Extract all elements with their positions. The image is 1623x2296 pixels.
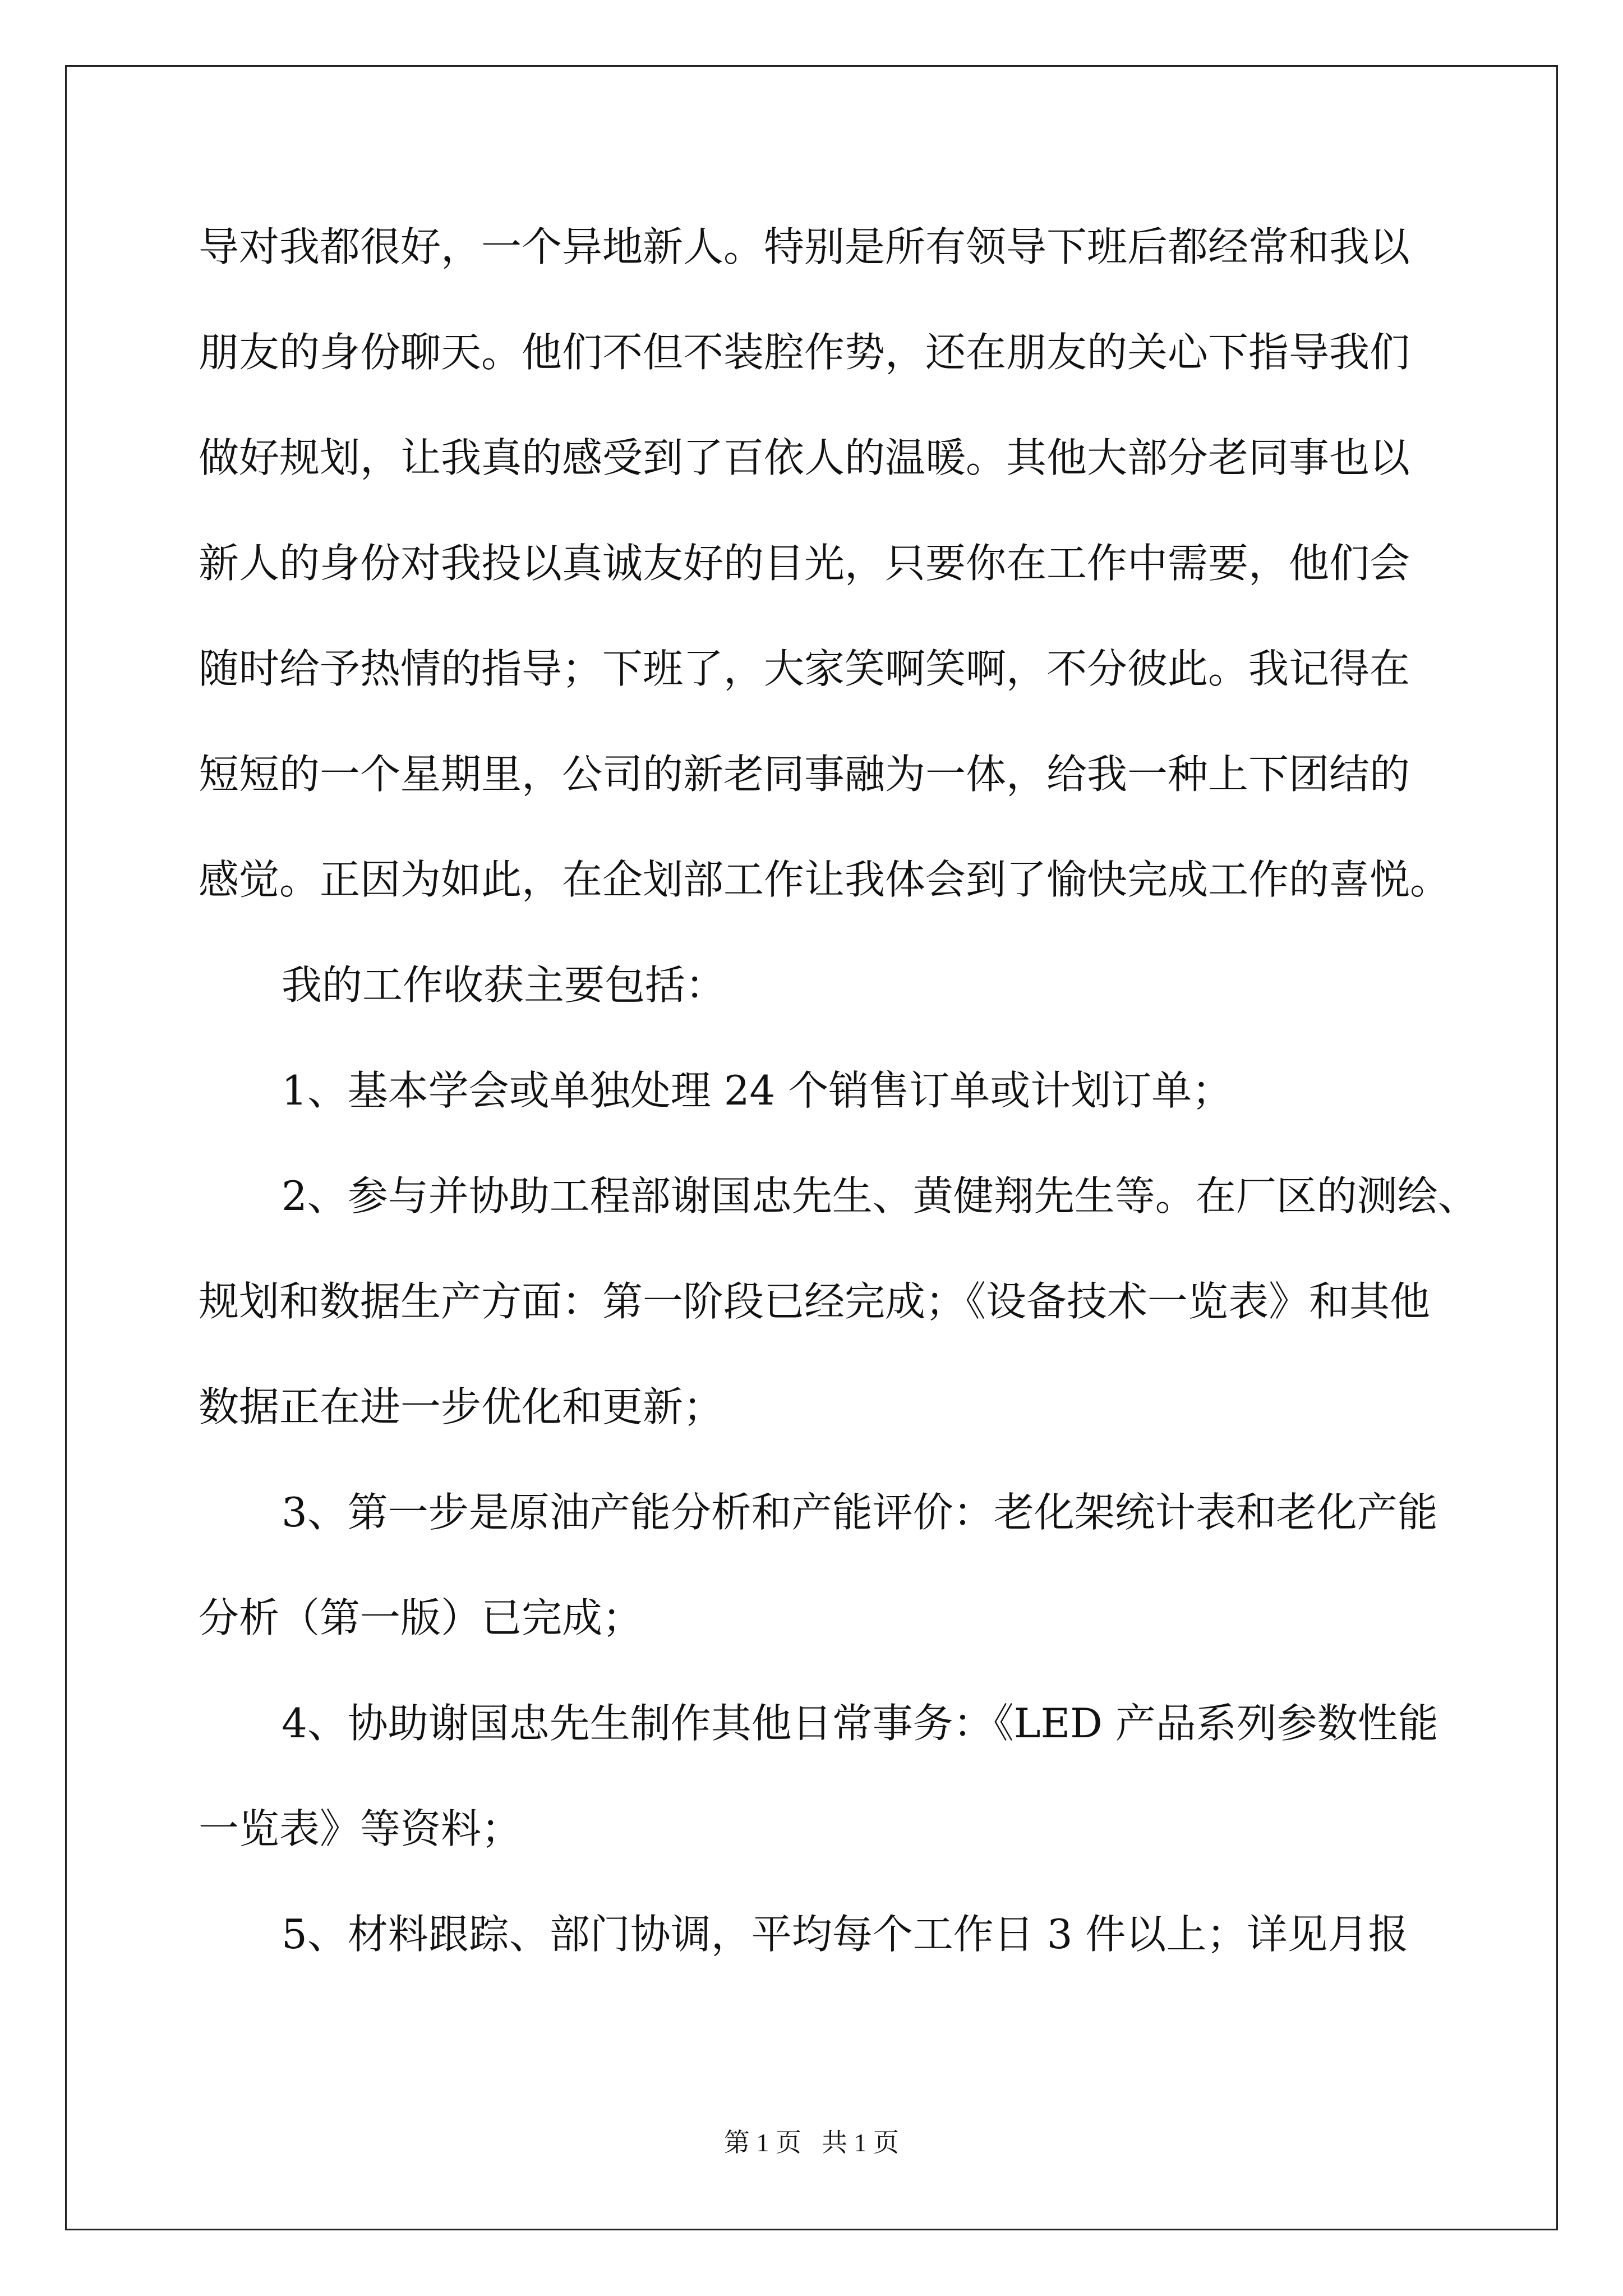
text-line: 一览表》等资料；: [199, 1805, 522, 1852]
text-line: 规划和数据生产方面：第一阶段已经完成；《设备技术一览表》和其他: [199, 1278, 1431, 1325]
page-number: 第 1 页: [724, 2128, 801, 2157]
page-total: 共 1 页: [822, 2128, 899, 2157]
text-line: 随时给予热情的指导；下班了，大家笑啊笑啊，不分彼此。我记得在: [199, 645, 1410, 692]
list-item: 5、材料跟踪、部门协调，平均每个工作日 3 件以上；详见月报: [282, 1911, 1409, 1958]
list-item: 2、参与并协助工程部谢国忠先生、黄健翔先生等。在厂区的测绘、: [282, 1172, 1478, 1220]
list-item: 1、基本学会或单独处理 24 个销售订单或计划订单；: [282, 1067, 1233, 1114]
text-line: 导对我都很好，一个异地新人。特别是所有领导下班后都经常和我以: [199, 223, 1410, 270]
list-item: 4、协助谢国忠先生制作其他日常事务：《LED 产品系列参数性能: [282, 1700, 1438, 1747]
list-item: 3、第一步是原油产能分析和产能评价：老化架统计表和老化产能: [282, 1489, 1438, 1536]
text-line: 做好规划，让我真的感受到了百依人的温暖。其他大部分老同事也以: [199, 434, 1410, 481]
text-line: 朋友的身份聊天。他们不但不装腔作势，还在朋友的关心下指导我们: [199, 329, 1410, 376]
text-line: 感觉。正因为如此，在企划部工作让我体会到了愉快完成工作的喜悦。: [199, 856, 1451, 903]
page-footer: [0, 2126, 1623, 2160]
section-heading: 我的工作收获主要包括：: [282, 961, 726, 1009]
text-line: 新人的身份对我投以真诚友好的目光，只要你在工作中需要，他们会: [199, 540, 1410, 587]
text-line: 短短的一个星期里，公司的新老同事融为一体，给我一种上下团结的: [199, 751, 1410, 798]
text-line: 数据正在进一步优化和更新；: [199, 1383, 724, 1430]
text-line: 分析（第一版）已完成；: [199, 1594, 643, 1641]
